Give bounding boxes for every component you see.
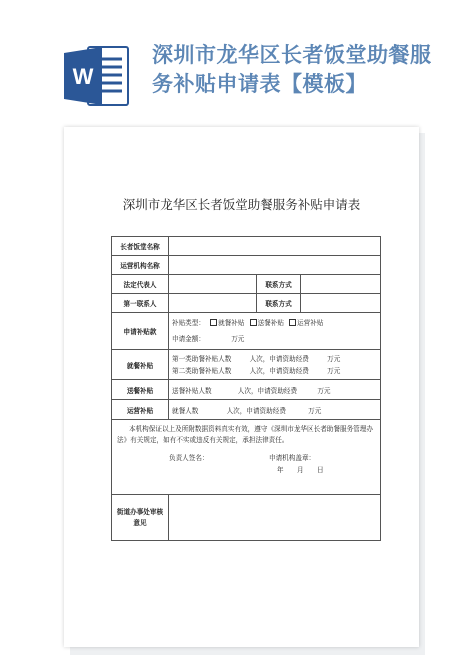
label-operator-name: 运营机构名称 [112, 256, 169, 275]
row-delivery-subsidy [112, 380, 381, 400]
dine-line2-label: 第二类助餐补贴人数 [172, 366, 232, 375]
label-canteen-name: 长者饭堂名称 [112, 237, 169, 256]
label-legal-rep: 法定代表人 [112, 275, 169, 294]
label-contact-1: 联系方式 [257, 275, 301, 294]
application-form-table [111, 236, 381, 541]
label-review: 街道办事处审核意见 [112, 495, 169, 541]
operation-line-fee: 人次，申请资助经费 [226, 406, 286, 415]
checkbox-dine[interactable] [210, 319, 217, 326]
row-first-contact [112, 294, 381, 313]
label-delivery-subsidy: 送餐补贴 [112, 380, 169, 400]
row-operation-subsidy [112, 400, 381, 420]
option-dine: 就餐补贴 [218, 319, 245, 327]
declaration-text: 本机构保证以上及所附数据资料真实有效，遵守《深圳市龙华区长者助餐服务管理办法》有关规定，如有不实或违反有关规定，承担法律责任。 [117, 425, 373, 444]
word-document-icon [62, 43, 132, 109]
operation-line-label: 就餐人数 [172, 406, 199, 415]
dine-line2-fee: 人次，申请资助经费 [249, 366, 309, 375]
field-contact-2[interactable] [301, 294, 381, 313]
delivery-line-fee: 人次，申请资助经费 [237, 386, 298, 395]
delivery-line-unit: 万元 [317, 386, 331, 395]
checkbox-delivery[interactable] [250, 319, 257, 326]
date-month: 月 [297, 466, 304, 474]
option-delivery: 送餐补贴 [257, 319, 284, 327]
document-page [64, 127, 419, 647]
seal-label: 申请机构盖章： [269, 454, 316, 462]
row-legal-rep [112, 275, 381, 294]
dine-line1-unit: 万元 [327, 354, 341, 363]
option-operation: 运营补贴 [297, 319, 324, 327]
page-title: 深圳市龙华区长者饭堂助餐服务补贴申请表【模板】 [152, 42, 432, 96]
label-dine-subsidy: 就餐补贴 [112, 350, 169, 380]
apply-amount-unit: 万元 [231, 335, 245, 343]
apply-amount-label: 申请金额： [172, 335, 205, 343]
field-delivery-subsidy [169, 380, 381, 400]
label-operation-subsidy: 运营补贴 [112, 400, 169, 420]
dine-line1-fee: 人次，申请资助经费 [249, 354, 309, 363]
checkbox-operation[interactable] [289, 319, 296, 326]
field-operator-name[interactable] [169, 256, 381, 275]
field-dine-subsidy [169, 350, 381, 380]
svg-text:W: W [72, 64, 94, 89]
row-subsidy-request [112, 313, 381, 350]
dine-line2-unit: 万元 [327, 366, 341, 375]
declaration-cell [112, 420, 381, 495]
row-review [112, 495, 381, 541]
label-contact-2: 联系方式 [257, 294, 301, 313]
field-legal-rep[interactable] [169, 275, 257, 294]
dine-line1-label: 第一类助餐补贴人数 [172, 354, 232, 363]
delivery-line-label: 送餐补贴人数 [172, 386, 212, 395]
document-title: 深圳市龙华区长者饭堂助餐服务补贴申请表 [122, 197, 361, 212]
field-review[interactable] [169, 495, 381, 541]
date-year: 年 [277, 466, 284, 474]
row-canteen-name [112, 237, 381, 256]
row-operator-name [112, 256, 381, 275]
signer-label: 负责人签名： [169, 454, 209, 462]
label-first-contact: 第一联系人 [112, 294, 169, 313]
label-subsidy-request: 申请补贴款 [112, 313, 169, 350]
field-first-contact[interactable] [169, 294, 257, 313]
date-day: 日 [317, 466, 324, 474]
row-dine-subsidy [112, 350, 381, 380]
subsidy-type-prefix: 补贴类型： [172, 319, 205, 327]
operation-line-unit: 万元 [308, 406, 322, 415]
field-contact-1[interactable] [301, 275, 381, 294]
row-declaration [112, 420, 381, 495]
field-operation-subsidy [169, 400, 381, 420]
field-canteen-name[interactable] [169, 237, 381, 256]
field-subsidy-request [169, 313, 381, 350]
